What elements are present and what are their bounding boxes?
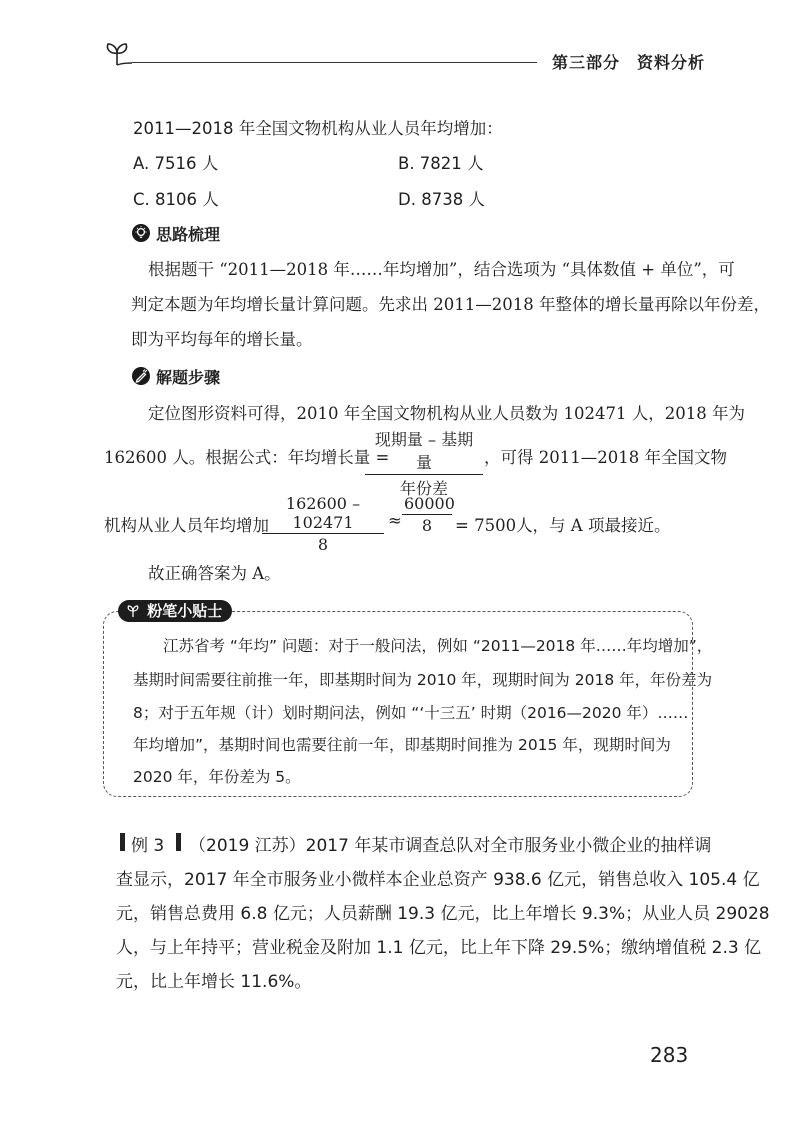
calc-denominator-1: 8 xyxy=(317,535,329,554)
calc-fraction-2 xyxy=(402,494,455,535)
analysis-line-1: 根据题干 “2011—2018 年……年均增加”，结合选项为 “具体数值 + 单位”，可 xyxy=(148,260,735,279)
sprout-icon xyxy=(126,604,140,618)
example-marker-left xyxy=(120,833,125,851)
option-b: B. 7821 人 xyxy=(398,154,484,173)
solution-line-1: 定位图形资料可得，2010 年全国文物机构从业人员数为 102471 人，2018 年为 xyxy=(148,404,745,423)
example-line-2: 查显示，2017 年全市服务业小微样本企业总资产 938.6 亿元，销售总收入 105.4 亿 xyxy=(116,870,760,890)
tip-line-4: 年均增加”，基期时间也需要往前一年，即基期时间推为 2015 年，现期时间为 xyxy=(133,736,671,754)
analysis-heading: 思路梳理 xyxy=(156,225,221,244)
solution-line-3-start: 机构从业人员年均增加 xyxy=(104,516,269,535)
calc-numerator-2: 60000 xyxy=(404,494,455,513)
example-line-4: 人，与上年持平；营业税金及附加 1.1 亿元，比上年下降 29.5%；缴纳增值税 2.3 亿 xyxy=(116,938,762,958)
question-stem: 2011—2018 年全国文物机构从业人员年均增加： xyxy=(133,119,503,138)
sprout-icon xyxy=(102,38,132,72)
solution-heading: 解题步骤 xyxy=(156,368,221,387)
example-marker-right xyxy=(176,833,181,851)
calc-fraction-1 xyxy=(262,494,384,554)
tip-line-3: 8；对于五年规（计）划时期问法，例如 “‘十三五’ 时期（2016—2020 年）…… xyxy=(133,704,689,722)
example-line-5: 元，比上年增长 11.6%。 xyxy=(116,972,312,992)
approx-sign: ≈ xyxy=(388,511,402,530)
analysis-line-3: 即为平均每年的增长量。 xyxy=(131,330,313,349)
lightbulb-icon xyxy=(132,224,150,242)
solution-line-2-start: 162600 人。根据公式：年均增长量 = xyxy=(104,448,390,467)
formula-fraction xyxy=(365,427,483,499)
answer-line: 故正确答案为 A。 xyxy=(148,564,281,583)
option-a: A. 7516 人 xyxy=(133,154,219,173)
formula-numerator: 现期量 – 基期量 xyxy=(365,427,483,475)
example-line-1: （2019 江苏）2017 年某市调查总队对全市服务业小微企业的抽样调 xyxy=(189,836,712,856)
solution-line-2-end: ，可得 2011—2018 年全国文物 xyxy=(484,448,727,467)
tip-line-1: 江苏省考 “年均” 问题：对于一般问法，例如 “2011—2018 年……年均增加”， xyxy=(163,637,713,655)
tip-line-2: 基期时间需要往前推一年，即基期时间为 2010 年，现期时间为 2018 年，年份差为 xyxy=(133,671,713,689)
example-line-3: 元，销售总费用 6.8 亿元；人员薪酬 19.3 亿元，比上年增长 9.3%；从业人员 29028 xyxy=(116,904,770,924)
solution-line-3-end: = 7500人，与 A 项最接近。 xyxy=(455,516,671,535)
option-d: D. 8738 人 xyxy=(398,190,485,209)
analysis-line-2: 判定本题为年均增长量计算问题。先求出 2011—2018 年整体的增长量再除以年份差， xyxy=(131,295,770,314)
tip-badge xyxy=(118,600,232,622)
page-number: 283 xyxy=(650,1043,689,1067)
tip-line-5: 2020 年，年份差为 5。 xyxy=(133,768,301,786)
tip-label: 粉笔小贴士 xyxy=(147,602,223,620)
calc-numerator-1: 162600 – 102471 xyxy=(262,494,384,534)
option-c: C. 8106 人 xyxy=(133,190,219,209)
header-rule xyxy=(132,62,537,63)
pencil-icon xyxy=(132,367,150,385)
calc-denominator-2: 8 xyxy=(421,516,433,535)
section-title: 第三部分 资料分析 xyxy=(552,53,706,72)
example-label: 例 3 xyxy=(131,836,165,856)
formula-denominator: 年份差 xyxy=(399,479,448,498)
